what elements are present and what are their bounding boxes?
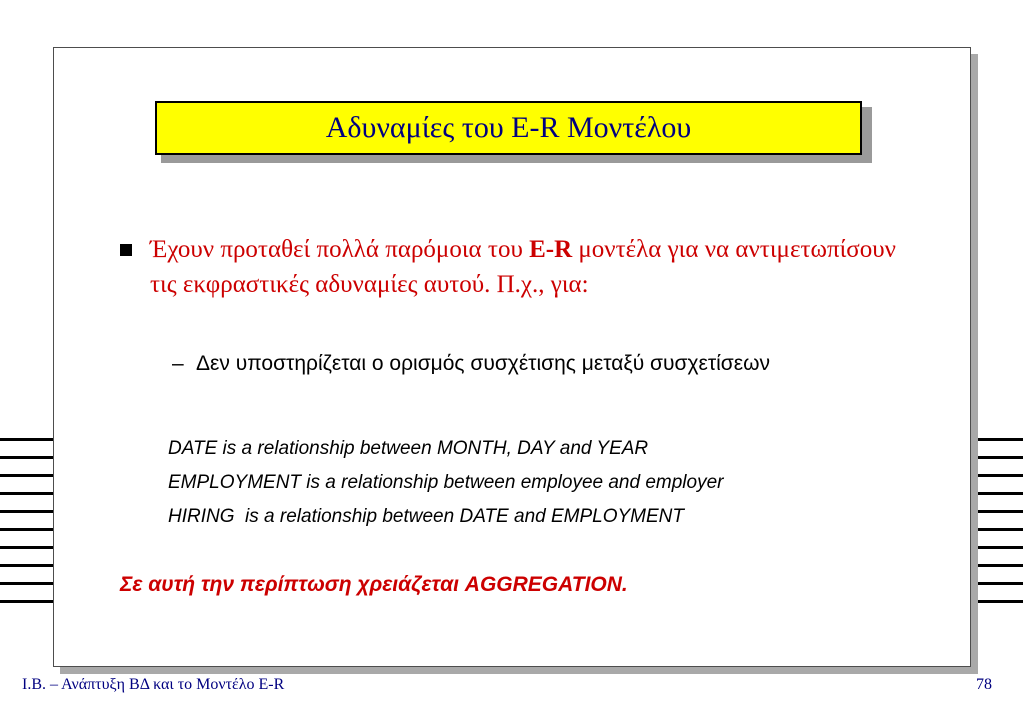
examples-block bbox=[168, 432, 888, 534]
main-bullet bbox=[120, 232, 910, 302]
decorative-line bbox=[0, 564, 53, 567]
decorative-line bbox=[0, 528, 53, 531]
footer-page-number: 78 bbox=[976, 676, 992, 693]
bullet-text-start: Έχουν προταθεί πολλά παρόμοια του bbox=[150, 236, 530, 263]
slide-title: Αδυναμίες του E-R Μοντέλου bbox=[325, 111, 692, 144]
decorative-line bbox=[0, 546, 53, 549]
example-line: DATE is a relationship between MONTH, DAY and YEAR bbox=[168, 438, 649, 459]
footer-course-title: Ι.Β. – Ανάπτυξη ΒΔ και το Μοντέλο E-R bbox=[22, 676, 285, 693]
example-line: EMPLOYMENT is a relationship between employee and employer bbox=[168, 472, 724, 493]
sub-bullet bbox=[172, 350, 812, 378]
main-bullet-text bbox=[150, 232, 910, 302]
decorative-line bbox=[0, 438, 53, 441]
title-box bbox=[155, 101, 862, 155]
square-bullet-icon bbox=[120, 244, 132, 256]
bullet-text-end: μοντέλα για να αντιμετωπίσουν τις εκφραστικές αδυναμίες αυτού. Π.χ., για: bbox=[150, 236, 896, 298]
conclusion-text: Σε αυτή την περίπτωση χρειάζεται AGGREGATION. bbox=[120, 573, 628, 596]
decorative-line bbox=[0, 582, 53, 585]
bullet-text-bold: E-R bbox=[529, 236, 573, 263]
example-line: HIRING is a relationship between DATE and EMPLOYMENT bbox=[168, 506, 685, 527]
sub-bullet-text: Δεν υποστηρίζεται ο ορισμός συσχέτισης μεταξύ συσχετίσεων bbox=[196, 352, 771, 375]
decorative-line bbox=[0, 474, 53, 477]
decorative-line bbox=[0, 510, 53, 513]
dash-bullet-icon: – bbox=[172, 352, 184, 375]
decorative-line bbox=[0, 600, 53, 603]
decorative-line bbox=[0, 456, 53, 459]
left-decorative-lines bbox=[0, 438, 53, 603]
decorative-line bbox=[0, 492, 53, 495]
